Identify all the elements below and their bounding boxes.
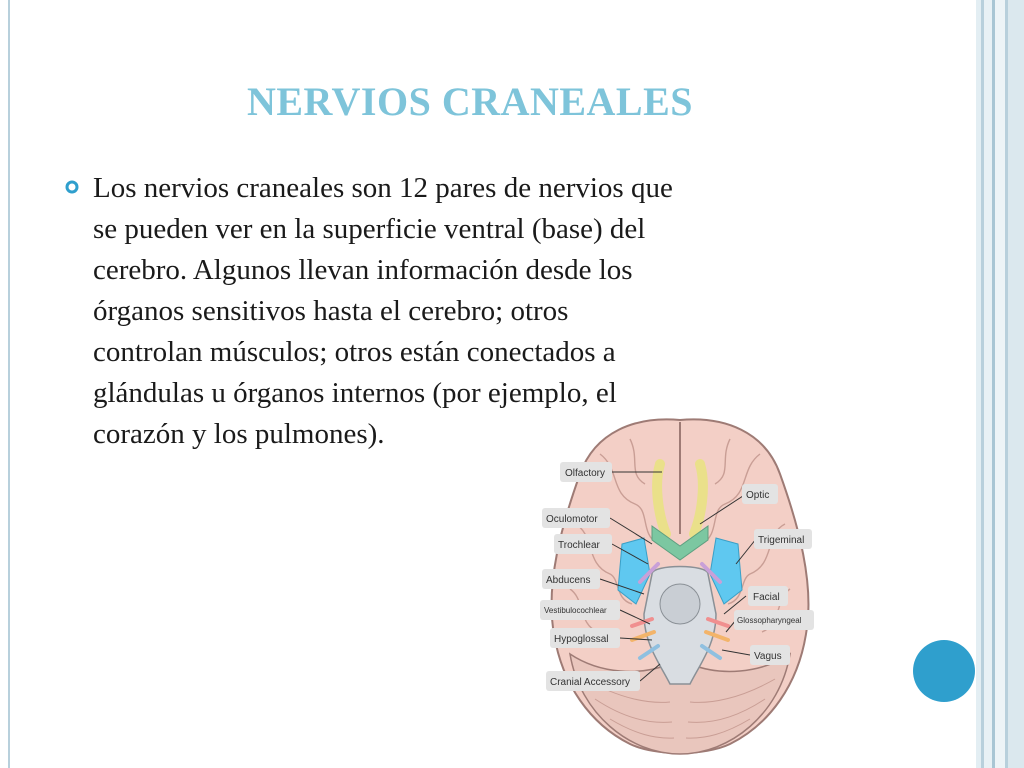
bullet-text-line: se pueden ver en la superficie ventral (base) del bbox=[93, 213, 646, 245]
bullet-text-line: cerebro. Algunos llevan información desde los bbox=[93, 254, 633, 286]
label-optic: Optic bbox=[746, 490, 770, 501]
bullet-text-line: órganos sensitivos hasta el cerebro; otros bbox=[93, 295, 569, 327]
bullet-text-line: Los nervios craneales son 12 pares de nervios que bbox=[93, 172, 673, 204]
label-trochlear: Trochlear bbox=[558, 540, 600, 551]
label-hypoglossal: Hypoglossal bbox=[554, 634, 609, 645]
stripe bbox=[995, 0, 1005, 768]
hollow-circle-bullet-icon bbox=[65, 180, 79, 194]
label-abducens: Abducens bbox=[546, 575, 591, 586]
stripe bbox=[984, 0, 992, 768]
label-olfactory: Olfactory bbox=[565, 468, 606, 479]
slide-title: NERVIOS CRANEALES bbox=[246, 79, 694, 124]
label-facial: Facial bbox=[753, 592, 780, 603]
bullet-text-line: controlan músculos; otros están conectados a bbox=[93, 336, 616, 368]
corner-circle-button[interactable] bbox=[913, 640, 975, 702]
label-trigeminal: Trigeminal bbox=[758, 535, 805, 546]
stripe bbox=[1008, 0, 1024, 768]
label-vestibulocochlear: Vestibulocochlear bbox=[544, 606, 607, 615]
right-decorative-stripes bbox=[976, 0, 1024, 768]
pons bbox=[660, 584, 700, 624]
bullet-text-line: glándulas u órganos internos (por ejemplo, el bbox=[93, 377, 617, 409]
label-oculomotor: Oculomotor bbox=[546, 514, 598, 525]
label-glossopharyngeal: Glossopharyngeal bbox=[737, 616, 802, 625]
brain-cranial-nerves-diagram bbox=[540, 414, 820, 768]
bullet-text-line: corazón y los pulmones). bbox=[93, 418, 385, 450]
bullet-text bbox=[93, 168, 893, 455]
brain-diagram-svg bbox=[540, 414, 820, 768]
label-cranial-accessory: Cranial Accessory bbox=[550, 677, 631, 688]
label-vagus: Vagus bbox=[754, 651, 782, 662]
